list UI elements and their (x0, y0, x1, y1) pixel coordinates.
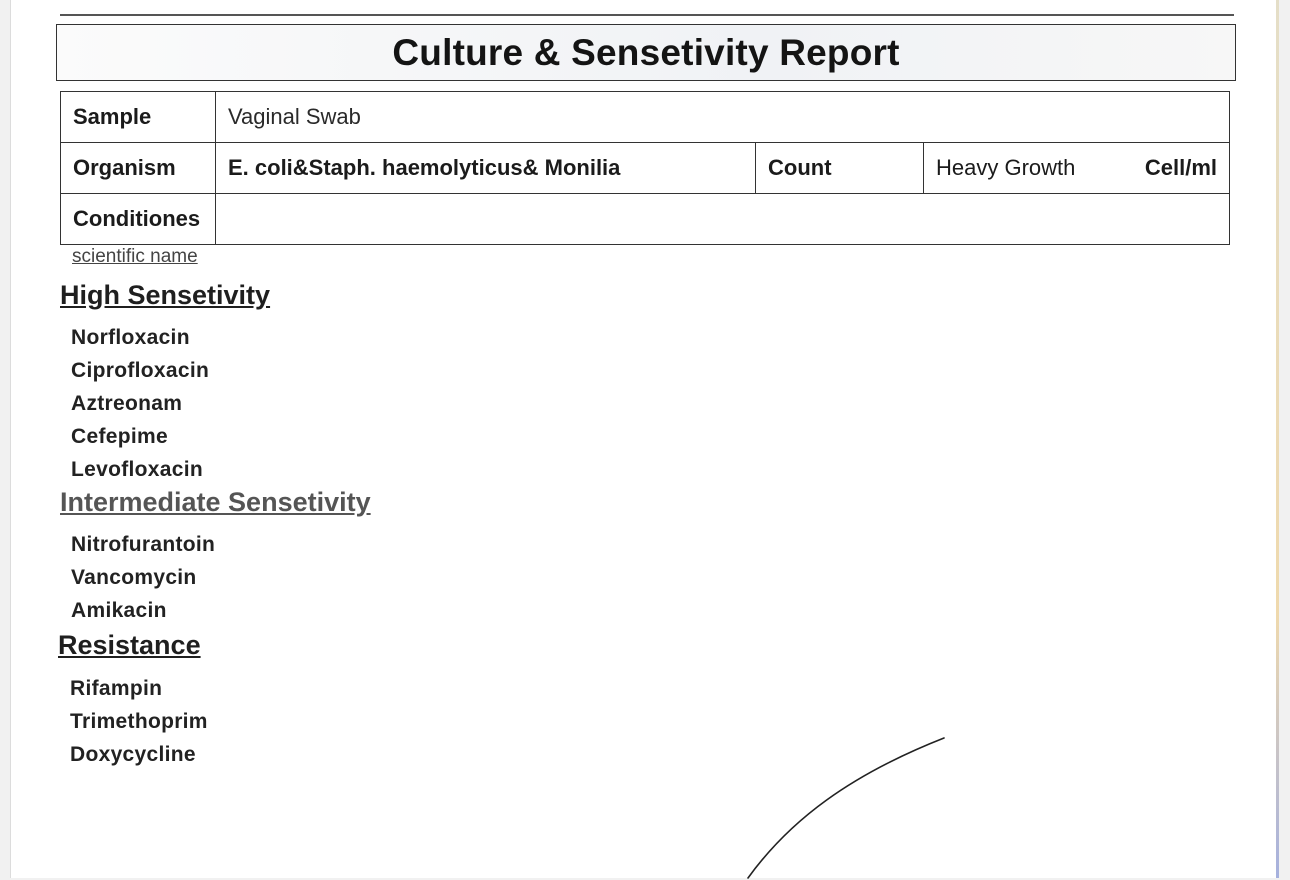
list-item: Nitrofurantoin (71, 533, 216, 556)
organism-value: E. coli&Staph. haemolyticus& Monilia (216, 143, 756, 194)
sample-info-table (60, 91, 1230, 245)
report-title: Culture & Sensetivity Report (392, 31, 900, 73)
count-unit: Cell/ml (1144, 155, 1217, 180)
sample-value: Vaginal Swab (216, 92, 1230, 143)
count-label: Count (756, 143, 924, 194)
list-item: Rifampin (70, 677, 163, 700)
high-sensitivity-heading: High Sensetivity (60, 280, 271, 310)
intermediate-sensitivity-list (71, 528, 215, 627)
resistance-heading: Resistance (58, 630, 201, 660)
page-edge (1276, 0, 1279, 878)
report-title-box (56, 24, 1236, 81)
list-item: Cefepime (71, 425, 168, 448)
list-item: Amikacin (71, 599, 167, 622)
list-item: Ciprofloxacin (71, 359, 210, 382)
conditions-row (61, 194, 1230, 245)
signature-stroke (730, 730, 960, 880)
organism-row (61, 143, 1230, 194)
list-item: Trimethoprim (70, 710, 208, 733)
count-value-cell (924, 143, 1230, 194)
count-value: Heavy Growth (936, 155, 1076, 180)
list-item: Norfloxacin (71, 326, 190, 349)
conditions-value (216, 194, 1230, 245)
top-divider (60, 14, 1234, 16)
resistance-list (70, 672, 208, 771)
scientific-name-note: scientific name (72, 246, 198, 267)
sample-label: Sample (61, 92, 216, 143)
sample-row (61, 92, 1230, 143)
high-sensitivity-list (71, 321, 209, 486)
organism-label: Organism (61, 143, 216, 194)
conditions-label: Conditiones (61, 194, 216, 245)
list-item: Aztreonam (71, 392, 183, 415)
list-item: Doxycycline (70, 743, 196, 766)
intermediate-sensitivity-heading: Intermediate Sensetivity (60, 487, 371, 517)
list-item: Levofloxacin (71, 458, 203, 481)
list-item: Vancomycin (71, 566, 197, 589)
